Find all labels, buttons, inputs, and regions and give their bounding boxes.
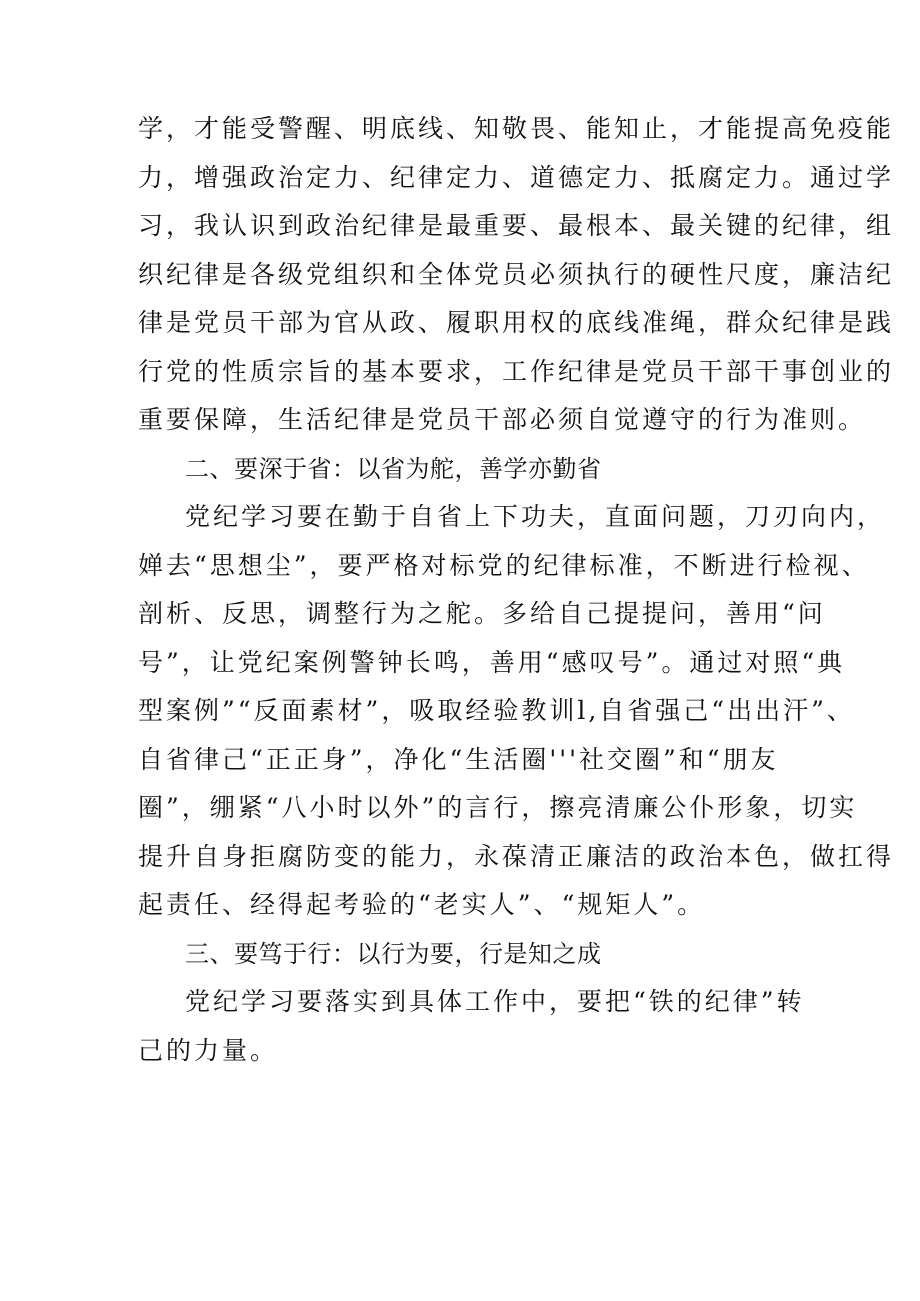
paragraph-line: 行党的性质宗旨的基本要求，工作纪律是党员干部干事创业的 [138,357,895,386]
paragraph-line: 起责任、经得起考验的“老实人”、“规矩人”。 [138,890,706,919]
paragraph-line: 剖析、反思，调整行为之舵。多给自己提提问，善用“问 [138,599,826,628]
paragraph-line: 型案例”“反面素材”，吸取经验教训l,自省强己“出出汗”、 [138,696,855,725]
paragraph-line: 律是党员干部为官从政、履职用权的底线准绳，群众纪律是践 [138,308,895,337]
paragraph-line: 己的力量。 [138,1036,279,1065]
section-heading: 二、要深于省：以省为舵，善学亦勤省 [185,455,602,483]
paragraph-line: 党纪学习要落实到具体工作中，要把“铁的纪律”转 [185,987,805,1016]
paragraph-line: 婵去“思想尘”，要严格对标党的纪律标准，不断进行检视、 [138,551,870,580]
paragraph-line: 自省律己“正正身”，净化“生活圈'''社交圈”和“朋友 [138,745,779,774]
paragraph-line: 号”，让党纪案例警钟长鸣，善用“感叹号”。通过对照“典 [138,648,846,677]
paragraph-line: 提升自身拒腐防变的能力，永葆清正廉洁的政治本色，做扛得 [138,842,895,871]
paragraph-line: 学，才能受警醒、明底线、知敬畏、能知止，才能提高免疫能 [138,114,895,143]
paragraph-line: 力，增强政治定力、纪律定力、道德定力、抵腐定力。通过学 [138,163,895,192]
paragraph-line: 圈”，绷紧“八小时以外”的言行，擦亮清廉公仆形象，切实 [138,793,858,822]
section-heading: 三、要笃于行：以行为要，行是知之成 [185,940,602,968]
paragraph-line: 重要保障，生活纪律是党员干部必须自觉遵守的行为准则。 [138,405,867,434]
paragraph-line: 织纪律是各级党组织和全体党员必须执行的硬性尺度，廉洁纪 [138,260,895,289]
paragraph-line: 党纪学习要在勤于自省上下功夫，直面问题，刀刃向内， [185,502,886,531]
paragraph-line: 习，我认识到政治纪律是最重要、最根本、最关键的纪律，组 [138,211,895,240]
